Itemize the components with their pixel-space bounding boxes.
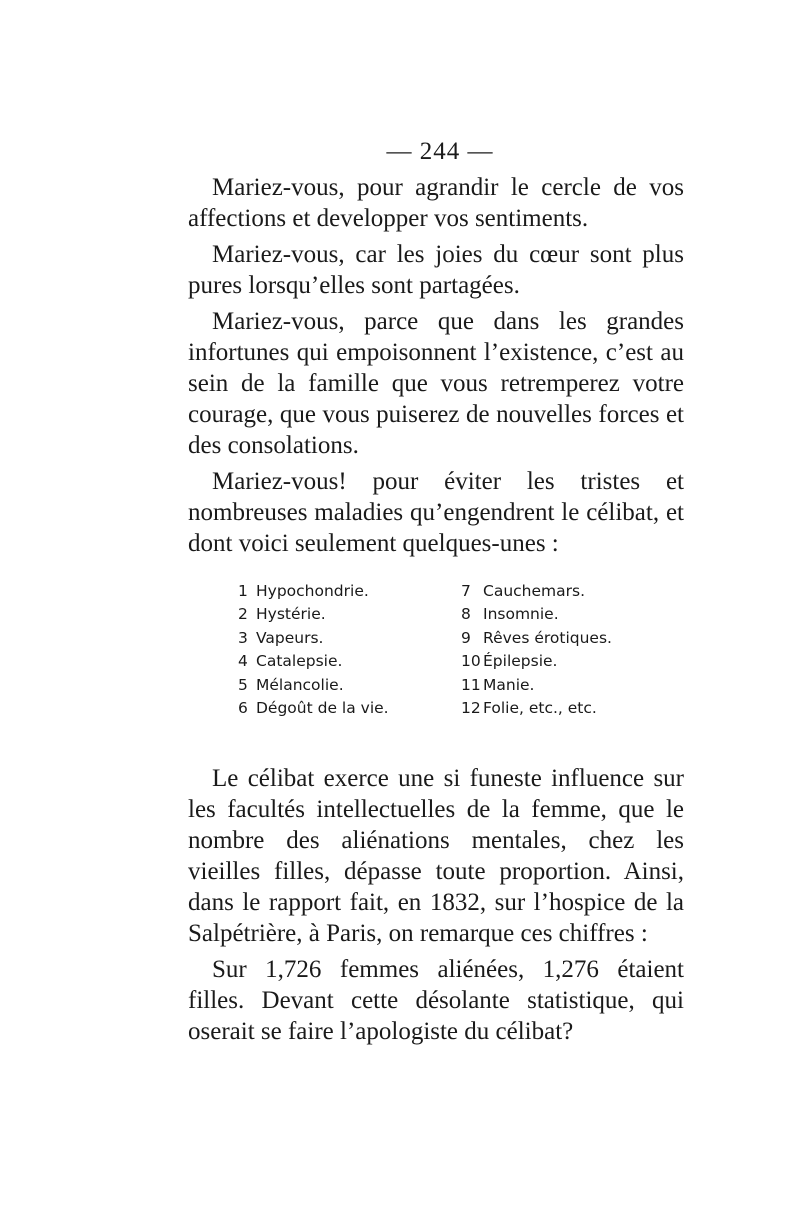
item-label: Mélancolie.	[256, 675, 344, 694]
list-item	[461, 674, 612, 697]
paragraph: Sur 1,726 femmes aliénées, 1,276 étaient filles. Devant cette désolante statistique, qui oserait se faire l’apologiste du célibat?	[188, 956, 684, 1045]
item-label: Cauchemars.	[483, 582, 585, 600]
item-number: 7	[461, 582, 471, 600]
paragraph: Mariez-vous, pour agrandir le cercle de vos affections et developper vos sentiments.	[188, 174, 684, 232]
item-label: Rêves érotiques.	[483, 628, 612, 647]
list-item	[461, 627, 612, 650]
bottom-text-block	[188, 763, 684, 1052]
list-item	[461, 697, 612, 720]
item-number: 4	[238, 652, 248, 671]
top-text-block	[188, 172, 684, 564]
list-item	[461, 603, 612, 626]
paragraph: Mariez-vous, parce que dans les grandes infortunes qui empoisonnent l’existence, c’est au sein de la famille que vous retremperez votre courage, que vous puiserez de nouvelles forces et des consolations.	[188, 308, 684, 459]
paragraph: Mariez-vous! pour éviter les tristes et nombreuses maladies qu’engendrent le célibat, et dont voici seulement quelques-unes :	[188, 468, 684, 557]
disease-column-right	[461, 580, 612, 720]
list-item	[238, 697, 389, 720]
list-item	[238, 650, 389, 673]
item-label: Vapeurs.	[256, 628, 324, 647]
item-number: 12	[461, 698, 481, 717]
item-number: 2	[238, 605, 248, 624]
page-number: — 244 —	[386, 138, 494, 165]
item-number: 6	[238, 698, 248, 717]
item-label: Insomnie.	[483, 605, 559, 624]
item-label: Hypochondrie.	[256, 582, 369, 600]
item-number: 1	[238, 582, 248, 600]
item-number: 11	[461, 675, 481, 694]
item-number: 8	[461, 605, 471, 624]
item-label: Folie, etc., etc.	[483, 698, 597, 717]
list-item	[238, 674, 389, 697]
item-label: Hystérie.	[256, 605, 326, 624]
item-label: Dégoût de la vie.	[256, 698, 389, 717]
list-item	[461, 580, 612, 603]
paragraph: Mariez-vous, car les joies du cœur sont plus pures lorsqu’elles sont partagées.	[188, 241, 684, 299]
item-number: 9	[461, 628, 471, 647]
paragraph: Le célibat exerce une si funeste influence sur les facultés intellectuelles de la femme, que le nombre des aliénations mentales, chez les vieilles filles, dépasse toute proportion. Ainsi, dans le rapport fait, en 1832, sur l’hospice de la Salpétrière, à Paris, on remarque ces chiffres :	[188, 765, 684, 947]
list-item	[461, 650, 612, 673]
list-item	[238, 627, 389, 650]
disease-column-left	[238, 580, 389, 720]
item-number: 10	[461, 652, 481, 671]
list-item	[238, 580, 389, 603]
item-label: Catalepsie.	[256, 652, 343, 671]
list-item	[238, 603, 389, 626]
item-number: 3	[238, 628, 248, 647]
item-label: Manie.	[483, 675, 535, 694]
item-number: 5	[238, 675, 248, 694]
item-label: Épilepsie.	[483, 652, 558, 671]
